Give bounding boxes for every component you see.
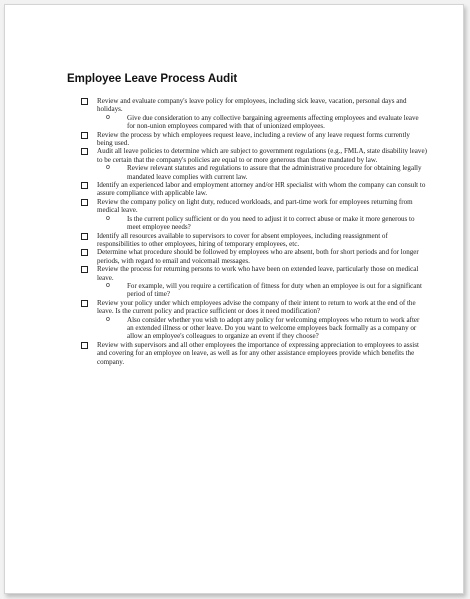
checkbox-icon[interactable] bbox=[81, 342, 88, 349]
checklist-item-text: Identify all resources available to supervisors to cover for absent employees, including reassignment of responsibilities to other employees, hiring of temporary employees, etc. bbox=[97, 231, 388, 248]
circle-bullet-icon: o bbox=[106, 214, 110, 222]
checklist-item bbox=[81, 341, 427, 366]
checklist-subitem bbox=[106, 114, 427, 131]
checklist-item bbox=[81, 181, 427, 198]
checklist-subitem-text: Review relevant statutes and regulations to assure that the administrative procedure for obtaining legally mandated leave complies with current law. bbox=[127, 164, 422, 181]
checklist-item-text: Review with supervisors and all other employees the importance of expressing appreciation to employees to assist and covering for an employee on leave, as well as for any other assistance employees provide which benefits the company. bbox=[97, 340, 419, 366]
checklist-subitem-text: Give due consideration to any collective bargaining agreements affecting employees and evaluate leave for non-union employees compared with that of unionized employees. bbox=[127, 113, 419, 131]
checklist-item bbox=[81, 131, 427, 148]
checklist-item bbox=[81, 147, 427, 164]
checklist-subitem bbox=[106, 282, 427, 299]
checkbox-icon[interactable] bbox=[81, 199, 88, 206]
checkbox-icon[interactable] bbox=[81, 132, 88, 139]
checkbox-icon[interactable] bbox=[81, 233, 88, 240]
checklist bbox=[81, 97, 427, 366]
circle-bullet-icon: o bbox=[106, 315, 110, 323]
checkbox-icon[interactable] bbox=[81, 266, 88, 273]
checkbox-icon[interactable] bbox=[81, 98, 88, 105]
checklist-item-text: Review and evaluate company's leave policy for employees, including sick leave, vacation, personal days and holidays. bbox=[97, 97, 407, 114]
checkbox-icon[interactable] bbox=[81, 148, 88, 155]
checklist-item bbox=[81, 198, 427, 215]
checkbox-icon[interactable] bbox=[81, 182, 88, 189]
checklist-subitem bbox=[106, 215, 427, 232]
circle-bullet-icon: o bbox=[106, 113, 110, 121]
checklist-item-text: Review the company policy on light duty, reduced workloads, and part-time work for employees returning from medical leave. bbox=[97, 197, 413, 215]
circle-bullet-icon: o bbox=[106, 164, 110, 172]
checklist-subitem-text: Also consider whether you wish to adopt any policy for welcoming employees who return to work after an extended illness or other leave. Do you want to welcome employees back formally as a company or allow an employee's colleagues to organize an event if they choose? bbox=[127, 315, 420, 341]
checklist-item bbox=[81, 299, 427, 316]
checklist-item-text: Audit all leave policies to determine which are subject to government regulations (e.g., FMLA, state disability leave) to be certain that the company's policies are equal to or more generous than those mandated by law. bbox=[97, 147, 427, 164]
checklist-item bbox=[81, 265, 427, 282]
checklist-item-text: Identify an experienced labor and employment attorney and/or HR specialist with whom the company can consult to assure compliance with applicable law. bbox=[97, 181, 426, 198]
checklist-subitem-text: Is the current policy sufficient or do you need to adjust it to correct abuse or make it more generous to meet employee needs? bbox=[127, 214, 415, 232]
checklist-item-text: Review the process for returning persons to work who have been on extended leave, particularly those on medical leave. bbox=[97, 265, 419, 282]
checklist-subitem bbox=[106, 316, 427, 341]
checklist-item bbox=[81, 97, 427, 114]
checklist-item-text: Determine what procedure should be followed by employees who are absent, both for short periods and for longer periods, with regard to email and voicemail messages. bbox=[97, 248, 419, 265]
circle-bullet-icon: o bbox=[106, 281, 110, 289]
checklist-subitem-text: For example, will you require a certification of fitness for duty when an employee is out for a significant period of time? bbox=[127, 281, 422, 299]
checklist-subitem bbox=[106, 164, 427, 181]
checklist-item-text: Review your policy under which employees advise the company of their intent to return to work at the end of the leave. Is the current policy and practice sufficient or does it need modification? bbox=[97, 298, 416, 316]
document-page bbox=[4, 4, 464, 594]
checklist-item bbox=[81, 232, 427, 249]
checklist-item bbox=[81, 248, 427, 265]
checkbox-icon[interactable] bbox=[81, 249, 88, 256]
document-title: Employee Leave Process Audit bbox=[67, 73, 238, 85]
checkbox-icon[interactable] bbox=[81, 300, 88, 307]
checklist-item-text: Review the process by which employees request leave, including a review of any leave request forms currently being used. bbox=[97, 130, 410, 148]
